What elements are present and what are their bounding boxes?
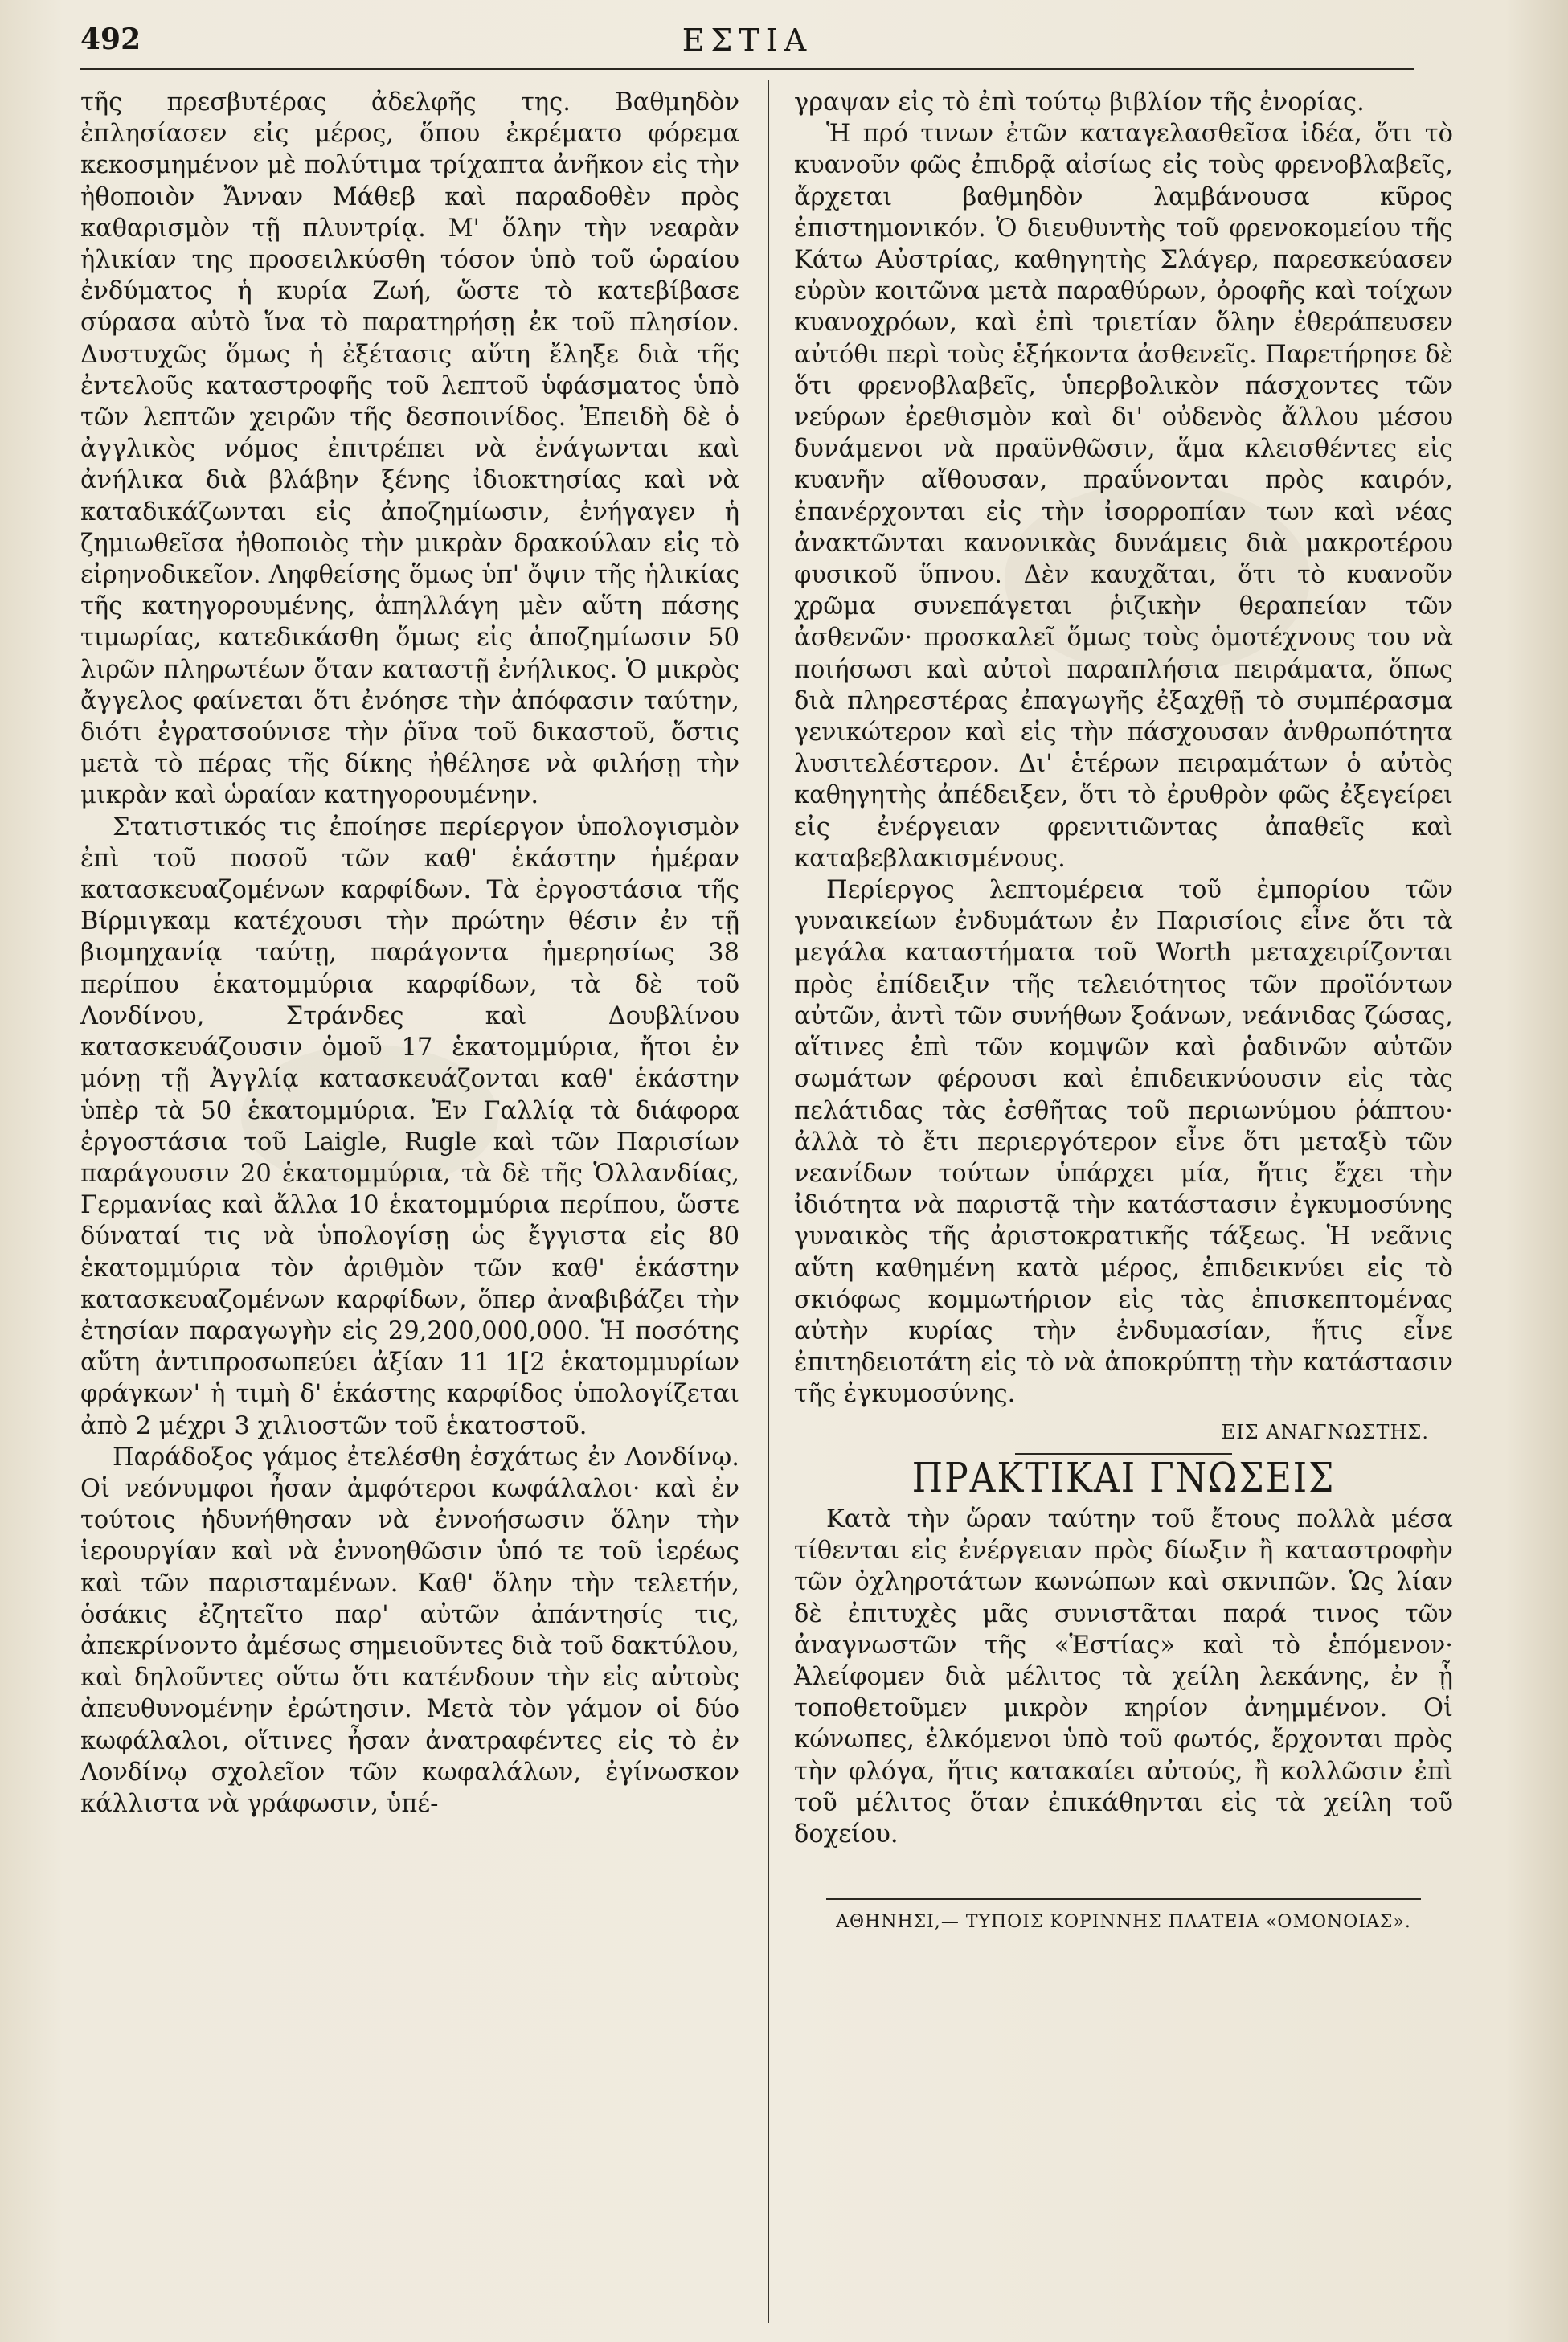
news-item-blue-light: Ἡ πρό τινων ἐτῶν καταγελασθεῖσα ἰδέα, ὅτι τὸ κυανοῦν φῶς ἐπιδρᾷ αἰσίως εἰς τοὺς φρενοβλαβεῖς, ἄρχεται βαθμηδὸν λαμβάνουσα κῦρος ἐπιστημονικόν. Ὁ διευθυντὴς τοῦ φρενοκομείου τῆς Κάτω Αὐστρίας, καθηγητὴς Σλάγερ, παρεσκεύασεν εὐρὺν κοιτῶνα μετὰ παραθύρων, ὀροφῆς καὶ τοίχων κυανοχρόων, καὶ ἐπὶ τριετίαν ὅλην ἐθεράπευσεν αὐτόθι περὶ τοὺς ἑξήκοντα ἀσθενεῖς. Παρετήρησε δὲ ὅτι φρενοβλαβεῖς, ὑπερβολικὸν πάσχοντες τῶν νεύρων ἐρεθισμὸν καὶ δι' οὐδενὸς ἄλλου μέσου δυνάμενοι νὰ πραϋνθῶσιν, ἅμα κλεισθέντες εἰς κυανῆν αἴθουσαν, πραΰνονται πρὸς καιρόν, ἐπανέρχονται εἰς τὴν ἰσορροπίαν των καὶ νέας ἀνακτῶνται κανονικὰς δυνάμεις διὰ μακροτέρου φυσικοῦ ὕπνου. Δὲν καυχᾶται, ὅτι τὸ κυανοῦν χρῶμα συνεπάγεται ῥιζικὴν θεραπείαν τῶν ἀσθενῶν· προσκαλεῖ ὅμως τοὺς ὁμοτέχνους του νὰ ποιήσωσι καὶ αὐτοὶ παραπλήσια πειράματα, ὅπως διὰ πληρεστέρας ἐπαγωγῆς ἐξαχθῇ τὸ συμπέρασμα γενικώτερον καὶ εἰς τὴν πάσχουσαν ἀνθρωπότητα λυσιτελέστερον. Δι' ἑτέρων πειραμάτων ὁ αὐτὸς καθηγητὴς ἀπέδειξεν, ὅτι τὸ ἐρυθρὸν φῶς ἐξεγείρει εἰς ἐνέργειαν φρενιτιῶντας ἀπαθεῖς καὶ καταβεβλακισμένους.	[794, 120, 1453, 873]
imprint-rule	[826, 1898, 1421, 1900]
practical-tip-paragraph: Κατὰ τὴν ὥραν ταύτην τοῦ ἔτους πολλὰ μέσα τίθενται εἰς ἐνέργειαν πρὸς δίωξιν ἢ καταστροφὴν τῶν ὀχληροτάτων κωνώπων καὶ σκνιπῶν. Ὡς λίαν δὲ ἐπιτυχὲς μᾶς συνιστᾶται παρά τινος τῶν ἀναγνωστῶν τῆς «Ἑστίας» καὶ τὸ ἑπόμενον· Ἀλείφομεν διὰ μέλιτος τὰ χείλη λεκάνης, ἐν ᾗ τοποθετοῦμεν μικρὸν κηρίον ἀνημμένον. Οἱ κώνωπες, ἑλκόμενοι ὑπὸ τοῦ φωτός, ἔρχονται πρὸς τὴν φλόγα, ἥτις κατακαίει αὐτούς, ἢ κολλῶσιν ἐπὶ τοῦ μέλιτος ὅταν ἐπικάθηνται εἰς τὰ χείλη τοῦ δοχείου.	[794, 1505, 1453, 1849]
right-column	[794, 87, 1453, 1934]
continued-paragraph: τῆς πρεσβυτέρας ἀδελφῆς της. Βαθμηδὸν ἐπλησίασεν εἰς μέρος, ὅπου ἐκρέματο φόρεμα κεκοσμημένον μὲ πολύτιμα τρίχαπτα ἀνῆκον εἰς τὴν ἠθοποιὸν Ἄνναν Μάθεβ καὶ παραδοθὲν πρὸς καθαρισμὸν τῇ πλυντρίᾳ. Μ' ὅλην τὴν νεαρὰν ἡλικίαν της προσειλκύσθη τόσον ὑπὸ τοῦ ὡραίου ἐνδύματος ἡ κυρία Ζωή, ὥστε τὸ κατεβίβασε σύρασα αὐτὸ ἵνα τὸ παρατηρήσῃ ἐκ τοῦ πλησίον. Δυστυχῶς ὅμως ἡ ἐξέτασις αὕτη ἔληξε διὰ τῆς ἐντελοῦς καταστροφῆς τοῦ λεπτοῦ ὑφάσματος ὑπὸ τῶν λεπτῶν χειρῶν τῆς δεσποινίδος. Ἐπειδὴ δὲ ὁ ἀγγλικὸς νόμος ἐπιτρέπει νὰ ἐνάγωνται καὶ ἀνήλικα διὰ βλάβην ξένης ἰδιοκτησίας καὶ νὰ καταδικάζωνται εἰς ἀποζημίωσιν, ἐνήγαγεν ἡ ζημιωθεῖσα ἠθοποιὸς τὴν μικρὰν δρακούλαν εἰς τὸ εἰρηνοδικεῖον. Ληφθείσης ὅμως ὑπ' ὄψιν τῆς ἡλικίας τῆς κατηγορουμένης, ἀπηλλάγη μὲν αὕτη πάσης τιμωρίας, κατεδικάσθη ὅμως εἰς ἀποζημίωσιν 50 λιρῶν πληρωτέων ὅταν καταστῇ ἐνήλικος. Ὁ μικρὸς ἄγγελος φαίνεται ὅτι ἐνόησε τὴν ἀπόφασιν ταύτην, διότι ἐγρατσούνισε τὴν ῥῖνα τοῦ δικαστοῦ, ὅστις μετὰ τὸ πέρας τῆς δίκης ἠθέλησε νὰ φιλήσῃ τὴν μικρὰν καὶ ὡραίαν κατηγορουμένην.	[80, 88, 739, 810]
running-title: ΕΣΤΙΑ	[682, 23, 813, 58]
column-divider	[768, 80, 769, 2323]
news-item-deaf-wedding: Παράδοξος γάμος ἐτελέσθη ἐσχάτως ἐν Λονδίνῳ. Οἱ νεόνυμφοι ἦσαν ἀμφότεροι κωφάλαλοι· καὶ ἐν τούτοις ἠδυνήθησαν νὰ ἐννοήσωσιν ὅλην τὴν ἱερουργίαν καὶ νὰ ἐννοηθῶσιν ὑπό τε τοῦ ἱερέως καὶ τῶν παρισταμένων. Καθ' ὅλην τὴν τελετήν, ὁσάκις ἐζητεῖτο παρ' αὐτῶν ἀπάντησίς τις, ἀπεκρίνοντο ἀμέσως σημειοῦντες διὰ τοῦ δακτύλου, καὶ δηλοῦντες οὕτω ὅτι κατένδουν τὴν εἰς αὐτοὺς ἀπευθυνομένην ἐρώτησιν. Μετὰ τὸν γάμον οἱ δύο κωφάλαλοι, οἵτινες ἦσαν ἀνατραφέντες εἰς τὸ ἐν Λονδίνῳ σχολεῖον τῶν κωφαλάλων, ἐγίνωσκον κάλλιστα νὰ γράφωσιν, ὑπέ-	[80, 1443, 739, 1818]
news-item-pins-statistics: Στατιστικός τις ἐποίησε περίεργον ὑπολογισμὸν ἐπὶ τοῦ ποσοῦ τῶν καθ' ἑκάστην ἡμέραν κατασκευαζομένων καρφίδων. Τὰ ἐργοστάσια τῆς Βίρμιγκαμ κατέχουσι τὴν πρώτην θέσιν ἐν τῇ βιομηχανίᾳ ταύτῃ, παράγοντα ἡμερησίως 38 περίπου ἑκατομμύρια καρφίδων, τὰ δὲ τοῦ Λονδίνου, Στράνδες καὶ Δουβλίνου κατασκευάζουσιν ὁμοῦ 17 ἑκατομμύρια, ἤτοι ἐν μόνῃ τῇ Ἀγγλίᾳ κατασκευάζονται καθ' ἑκάστην ὑπὲρ τὰ 50 ἑκατομμύρια. Ἐν Γαλλίᾳ τὰ διάφορα ἐργοστάσια τοῦ Laigle, Rugle καὶ τῶν Παρισίων παράγουσιν 20 ἑκατομμύρια, τὰ δὲ τῆς Ὁλλανδίας, Γερμανίας καὶ ἄλλα 10 ἑκατομμύρια περίπου, ὥστε δύναταί τις νὰ ὑπολογίσῃ ὡς ἔγγιστα εἰς 80 ἑκατομμύρια τὸν ἀριθμὸν τῶν καθ' ἑκάστην κατασκευαζομένων καρφίδων, ὅπερ ἀναβιβάζει τὴν ἐτησίαν παραγωγὴν εἰς 29,200,000,000. Ἡ ποσότης αὕτη ἀντιπροσωπεύει ἀξίαν 11 1[2 ἑκατομμυρίων φράγκων' ἡ τιμὴ δ' ἑκάστης καρφίδος ὑπολογίζεται ἀπὸ 2 μέχρι 3 χιλιοστῶν τοῦ ἑκατοστοῦ.	[80, 813, 739, 1440]
page-number: 492	[80, 23, 141, 56]
printer-imprint: ΑΘΗΝΗΣΙ,— ΤΥΠΟΙΣ ΚΟΡΙΝΝΗΣ ΠΛΑΤΕΙΑ «ΟΜΟΝΟΙΑΣ».	[836, 1912, 1411, 1933]
left-column	[80, 87, 739, 2313]
page-header	[80, 23, 1414, 68]
signature: ΕΙΣ ΑΝΑΓΝΩΣΤΗΣ.	[1221, 1420, 1429, 1443]
section-heading: ΠΡΑΚΤΙΚΑΙ ΓΝΩΣΕΙΣ	[911, 1454, 1336, 1502]
continued-paragraph: γραψαν εἰς τὸ ἐπὶ τούτῳ βιβλίον τῆς ἐνορίας.	[794, 88, 1365, 117]
header-rule	[80, 68, 1414, 72]
news-item-worth-fashion: Περίεργος λεπτομέρεια τοῦ ἐμπορίου τῶν γυναικείων ἐνδυμάτων ἐν Παρισίοις εἶνε ὅτι τὰ μεγάλα καταστήματα τοῦ Worth μεταχειρίζονται πρὸς ἐπίδειξιν τῆς τελειότητος τῶν προϊόντων αὐτῶν, ἀντὶ τῶν συνήθων ξοάνων, νεάνιδας ζώσας, αἵτινες ἐπὶ τῶν κομψῶν καὶ ῥαδινῶν αὐτῶν σωμάτων φέρουσι καὶ ἐπιδεικνύουσιν εἰς τὰς πελάτιδας τὰς ἐσθῆτας τοῦ περιωνύμου ῥάπτου· ἀλλὰ τὸ ἔτι περιεργότερον εἶνε ὅτι μεταξὺ τῶν νεανίδων τούτων ὑπάρχει μία, ἥτις ἔχει τὴν ἰδιότητα νὰ παριστᾷ τὴν κατάστασιν ἐγκυμοσύνης γυναικὸς τῆς ἀριστοκρατικῆς τάξεως. Ἡ νεᾶνις αὕτη καθημένη κατὰ μέρος, ἐπιδεικνύει εἰς τὸ σκιόφως κομμωτήριον εἰς τὰς ἐπισκεπτομένας αὐτὴν κυρίας τὴν ἐνδυμασίαν, ἥτις εἶνε ἐπιτηδειοτάτη εἰς τὸ νὰ ἀποκρύπτῃ τὴν κατάστασιν τῆς ἐγκυμοσύνης.	[794, 876, 1453, 1409]
